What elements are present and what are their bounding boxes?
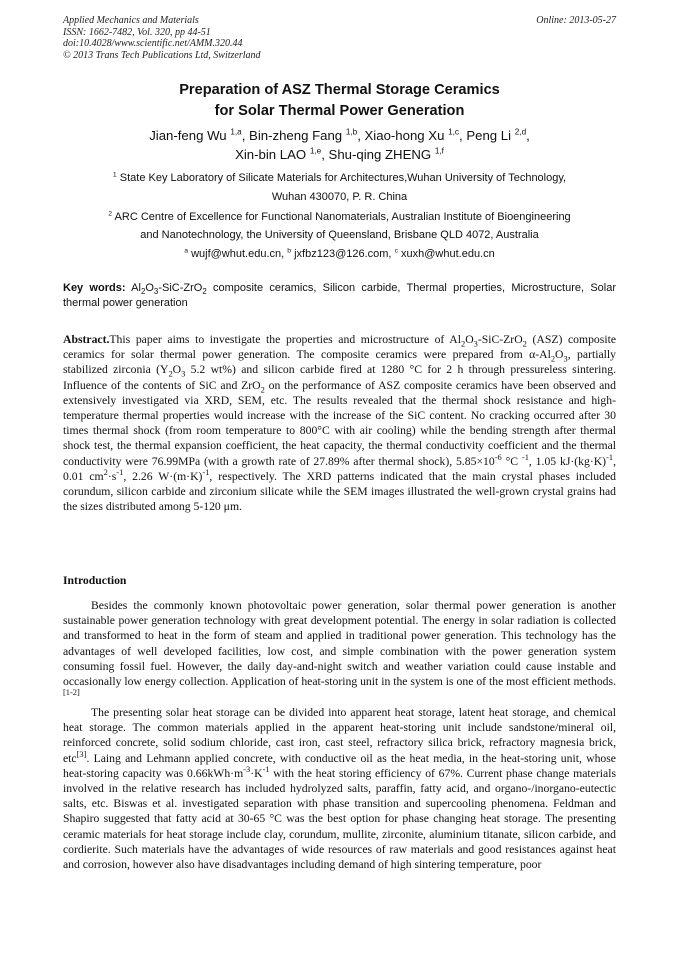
email-address: jxfbz123@126.com, xyxy=(294,248,392,260)
keyword-text: -SiC-ZrO xyxy=(158,282,203,294)
keyword-text: O xyxy=(145,282,154,294)
citation-ref[interactable]: [3] xyxy=(76,748,87,759)
affiliation-1-line-1 xyxy=(63,169,616,188)
author-affiliation-mark: 1,a xyxy=(230,127,242,137)
subscript: 3 xyxy=(563,353,568,364)
abstract-text: 5.2 wt%) and silicon carbide fired at 1280 °C for 2 h through pressureless sintering. Influence of the contents of SiC and ZrO xyxy=(63,363,616,392)
author-affiliation-mark: 1,c xyxy=(448,127,460,137)
abstract-text: O xyxy=(555,348,564,362)
issn-line: ISSN: 1662-7482, Vol. 320, pp 44-51 xyxy=(63,26,211,38)
section-heading-introduction: Introduction xyxy=(63,574,127,587)
superscript: -1 xyxy=(521,451,529,462)
affiliation-number: 1 xyxy=(112,171,117,179)
paragraph-text: with the heat storing efficiency of 67%. Current phase change materials involved in the relative research has included hydrolyzed salts, paraffin, fatty acid, and organo-/inorgano-eutectic salts, etc. Biswas et al. investigated separation with phase transition and supercooling phenomena. Feldman and Shapiro suggested that fatty acid at 30-65 °C was the best option for phase changing heat storage. The presenting ceramic materials for heat storage include clay, corundum, mullite, zirconite, aluminium titanate, silicon carbide, and cordierite. Such materials have the advantages of wide resources of raw materials and good resistances against heat and corrosion, however also have disadvantages including demand of high sintering temperature, poor xyxy=(63,766,616,872)
abstract-text: This paper aims to investigate the properties and microstructure of Al xyxy=(109,333,461,346)
author-name: Jian-feng Wu xyxy=(149,128,227,143)
intro-paragraph-1 xyxy=(63,598,616,704)
author-line-1: Jian-feng Wu $^{1,a}$, Bin-zheng Fang $^{1,b}$, Xiao-hong Xu $^{1,c}$, Peng Li $^{2,d}$, xyxy=(149,127,530,143)
author-name: Shu-qing ZHENG xyxy=(328,147,432,162)
author-emails xyxy=(63,246,616,262)
abstract-text: O xyxy=(465,333,474,346)
abstract-text: , 1.05 kJ·(kg·K) xyxy=(528,454,607,468)
online-date: Online: 2013-05-27 xyxy=(536,15,616,26)
superscript: -6 xyxy=(494,451,502,462)
paragraph-text: The presenting solar heat storage can be divided into apparent heat storage, latent heat storage, and chemical heat storage. The common materials applied in the apparent heat-storing unit include sandstone/mineral oil, reinforced concrete, solid sodium chloride, cast iron, cast steel, refractory silica brick, refractory magnesia brick, etc xyxy=(63,706,616,765)
abstract-text: (ASZ) composite ceramics for solar thermal power generation. The composite ceramics were prepared from α-Al xyxy=(63,333,617,362)
citation-ref[interactable]: [1-2] xyxy=(63,687,80,698)
subscript: 3 xyxy=(473,338,478,349)
abstract-text: -SiC-ZrO xyxy=(477,333,523,346)
subscript: 3 xyxy=(181,368,186,379)
superscript: -3 xyxy=(243,763,251,774)
superscript: -1 xyxy=(116,466,124,477)
abstract-text: , 0.01 cm xyxy=(63,454,616,483)
superscript: -1 xyxy=(606,451,614,462)
paper-title xyxy=(63,80,616,122)
email-mark: a xyxy=(184,247,189,255)
author-line-2: Xin-bin LAO $^{1,e}$, Shu-qing ZHENG $^{1,f}$ xyxy=(235,146,444,162)
affiliation-text: State Key Laboratory of Silicate Materials for Architectures,Wuhan University of Technology, xyxy=(119,172,567,184)
journal-header xyxy=(63,15,616,61)
email-address: wujf@whut.edu.cn, xyxy=(191,248,285,260)
author-name: Peng Li xyxy=(466,128,512,143)
abstract-text: , partially stabilized zirconia (Y xyxy=(63,348,616,377)
email-mark: b xyxy=(287,247,292,255)
subscript: 2 xyxy=(168,368,173,379)
subscript: 2 xyxy=(260,383,265,394)
paragraph-text: ·K xyxy=(250,766,263,780)
title-line-2: for Solar Thermal Power Generation xyxy=(214,103,465,119)
intro-paragraph-2 xyxy=(63,705,616,872)
author-affiliation-mark: 2,d xyxy=(514,127,527,137)
author-list xyxy=(63,126,616,164)
copyright-line: © 2013 Trans Tech Publications Ltd, Switzerland xyxy=(63,49,261,61)
subscript: 2 xyxy=(140,287,146,297)
abstract-text: O xyxy=(172,363,182,377)
paragraph-text: Besides the commonly known photovoltaic power generation, solar thermal power generation is another sustainable power generation technology with great development potential. The energy in solar radiation is collected and transformed to heat in the form of steam and applied in traditional power generation. This technology has the advantages of well developed facilities, low cost, and simple combination with the power generation system consuming fossil fuel. However, the daily day-and-night switch and weather variation could cause instable and occasionally low energy collection. Application of heat-storing unit in the system is one of the most efficient methods. xyxy=(63,599,616,689)
abstract xyxy=(63,332,616,514)
superscript: -1 xyxy=(262,763,270,774)
subscript: 2 xyxy=(522,338,527,349)
author-affiliation-mark: 1,e xyxy=(309,146,322,156)
author-name: Xin-bin LAO xyxy=(235,147,307,162)
keywords xyxy=(63,281,616,310)
subscript: 3 xyxy=(153,287,159,297)
subscript: 2 xyxy=(460,338,466,349)
affiliation-1-line-2: Wuhan 430070, P. R. China xyxy=(271,191,408,203)
keyword-text: Al xyxy=(131,282,141,294)
paragraph-text: . Laing and Lehmann applied concrete, with conductive oil as the heat media, in the heat-storing unit, whose heat-storing capacity was 0.66kWh·m xyxy=(63,751,616,780)
keywords-label: Key words: xyxy=(63,282,126,294)
email-address: xuxh@whut.edu.cn xyxy=(401,248,495,260)
doi-line: doi:10.4028/www.scientific.net/AMM.320.44 xyxy=(63,38,243,49)
abstract-text: ·s xyxy=(107,469,117,483)
abstract-label: Abstract. xyxy=(63,333,110,346)
email-mark: c xyxy=(394,247,398,255)
superscript: 2 xyxy=(103,466,108,477)
superscript: -1 xyxy=(202,466,210,477)
abstract-text: °C xyxy=(501,454,522,468)
affiliation-text: ARC Centre of Excellence for Functional Nanomaterials, Australian Institute of Bioengineering xyxy=(114,211,571,223)
affiliation-1 xyxy=(63,169,616,207)
author-affiliation-mark: 1,f xyxy=(434,146,444,156)
subscript: 2 xyxy=(550,353,556,364)
title-line-1: Preparation of ASZ Thermal Storage Ceramics xyxy=(179,82,500,98)
subscript: 2 xyxy=(202,287,207,297)
author-affiliation-mark: 1,b xyxy=(345,127,358,137)
keyword-text: composite ceramics, Silicon carbide, Thermal properties, Microstructure, Solar thermal power generation xyxy=(63,282,617,309)
author-name: Xiao-hong Xu xyxy=(364,128,445,143)
author-name: Bin-zheng Fang xyxy=(249,128,343,143)
affiliation-number: 2 xyxy=(108,210,113,218)
abstract-text: , respectively. The XRD patterns indicated that the main crystal phases included corundum, silicon carbide and zirconium silicate while the SEM images illustrated the well-grown crystal grains had the sizes distributed among 5-120 μm. xyxy=(63,469,617,514)
affiliation-2-line-2: and Nanotechnology, the University of Queensland, Brisbane QLD 4072, Australia xyxy=(140,228,539,241)
journal-name: Applied Mechanics and Materials xyxy=(63,15,199,26)
affiliation-2-line-1 xyxy=(63,209,616,227)
abstract-text: on the performance of ASZ composite ceramics have been observed and extensively investigated via XRD, SEM, etc. The results revealed that the thermal shock resistance and high-temperature thermal properties would increase with the increase of the SiC content. No cracking occurred after 30 times thermal shock (from room temperature to 800°C with air cooling) while the bending strength after thermal shock test, the thermal expansion coefficient, the heat capacity, the thermal conductivity coefficient and the thermal conductivity were 76.99MPa (with a growth rate of 27.89% after thermal shock), 5.85×10 xyxy=(63,378,616,468)
abstract-text: , 2.26 W·(m·K) xyxy=(123,469,203,483)
affiliation-2 xyxy=(63,209,616,244)
